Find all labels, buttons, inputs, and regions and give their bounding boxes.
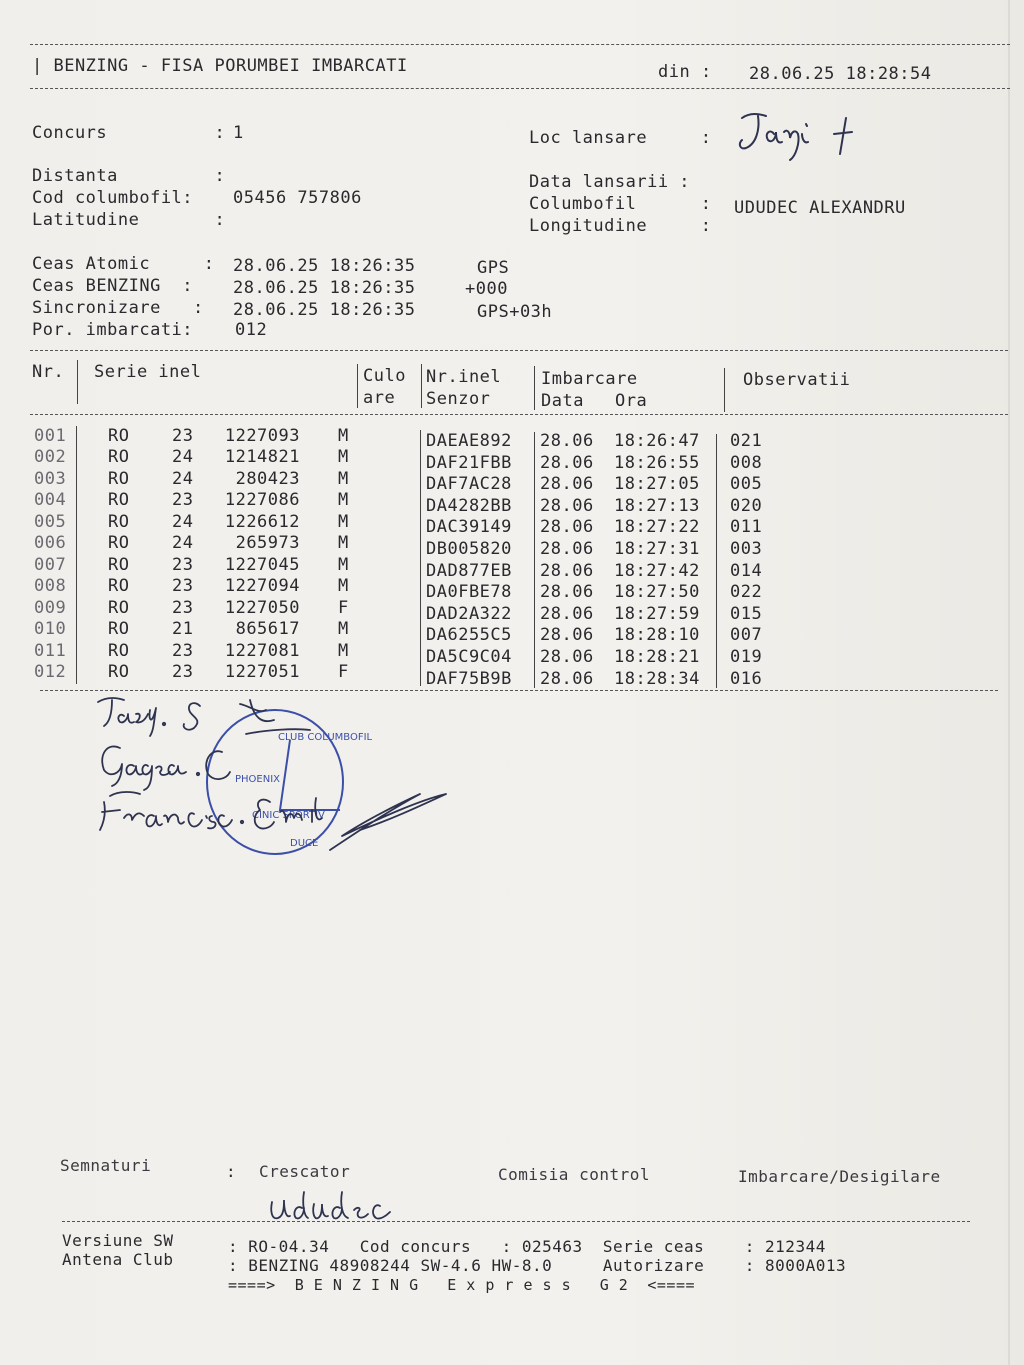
row-observation: 003: [730, 539, 763, 559]
stamp-text-mid: CINIC SPORTIV: [252, 810, 325, 821]
row-ring-number: 1227094: [224, 576, 300, 597]
row-ring-number: 865617: [235, 619, 300, 640]
row-time: 18:28:10: [614, 625, 700, 646]
row-sex: M: [338, 640, 349, 661]
col-observatii-header: Observatii: [743, 370, 851, 390]
ceas-atomic-value: 28.06.25 18:26:35: [233, 256, 416, 276]
row-observation: 019: [730, 647, 763, 667]
distanta-label: Distanta :: [32, 166, 226, 186]
row-nr: 001: [34, 426, 67, 446]
row-date: 28.06: [540, 495, 594, 516]
row-nr: 009: [34, 597, 67, 618]
row-observation: 007: [730, 625, 763, 646]
row-sex: F: [338, 661, 349, 682]
row-sensor-id: DA5C9C04: [426, 647, 512, 667]
row-ring-number: 1227045: [224, 554, 300, 575]
col-divider: [76, 426, 77, 684]
row-sensor-id: DAF75B9B: [426, 668, 512, 689]
col-divider: [724, 368, 725, 412]
col-divider: [357, 364, 358, 408]
row-observation: 016: [730, 668, 763, 689]
row-country: RO: [108, 447, 130, 468]
row-country: RO: [108, 576, 130, 597]
table-row: [0, 619, 1000, 646]
row-sensor-id: DB005820: [426, 539, 512, 559]
table-row: [0, 511, 1000, 538]
cod-columbofil-label: Cod columbofil:: [32, 188, 194, 208]
stamp-text-top: PHOENIX: [235, 774, 281, 785]
committee-signatures: [90, 690, 470, 870]
longitudine-label: Longitudine :: [529, 216, 712, 236]
sincronizare-suffix: GPS+03h: [477, 302, 553, 322]
sincronizare-value: 28.06.25 18:26:35: [233, 300, 416, 320]
row-sex: M: [338, 468, 349, 489]
row-nr: 002: [34, 447, 67, 468]
header-bottom-rule: [30, 88, 1010, 89]
row-time: 18:27:05: [614, 474, 700, 495]
ceas-atomic-suffix: GPS: [477, 258, 510, 278]
document-title: | BENZING - FISA PORUMBEI IMBARCATI: [32, 56, 408, 76]
row-sensor-id: DAD877EB: [426, 560, 512, 581]
row-time: 18:28:34: [614, 668, 700, 689]
row-year: 21: [172, 619, 194, 640]
row-country: RO: [108, 426, 130, 446]
row-country: RO: [108, 597, 130, 618]
table-row: [0, 447, 1000, 473]
row-ring-number: 265973: [235, 533, 300, 554]
row-ring-number: 280423: [235, 468, 300, 489]
versiune-sw-label: Versiune SW: [62, 1231, 174, 1250]
table-row: [0, 468, 1000, 495]
row-ring-number: 1227093: [224, 426, 300, 446]
crescator-label: Crescator: [259, 1162, 351, 1181]
row-observation: 015: [730, 603, 763, 624]
col-divider: [421, 364, 422, 408]
row-date: 28.06: [540, 539, 594, 559]
table-header-rule: [30, 414, 1008, 415]
table-row: [0, 576, 1000, 603]
row-ring-number: 1226612: [224, 511, 300, 532]
table-top-rule: [30, 350, 1008, 351]
row-time: 18:27:31: [614, 539, 700, 559]
row-date: 28.06: [540, 647, 594, 667]
table-row: [0, 661, 1000, 689]
row-year: 23: [172, 490, 194, 511]
semnaturi-label: Semnaturi: [60, 1156, 152, 1175]
row-observation: 008: [730, 452, 763, 473]
ceas-atomic-label: Ceas Atomic :: [32, 254, 215, 274]
row-year: 24: [172, 468, 194, 489]
row-sex: M: [338, 490, 349, 511]
row-country: RO: [108, 554, 130, 575]
row-country: RO: [108, 619, 130, 640]
row-country: RO: [108, 490, 130, 511]
imbarcare-desigilare-label: Imbarcare/Desigilare: [738, 1167, 941, 1186]
crescator-signature: [262, 1188, 402, 1228]
row-ring-number: 1227051: [224, 661, 300, 682]
row-year: 23: [172, 576, 194, 597]
comisia-control-label: Comisia control: [498, 1165, 650, 1184]
row-nr: 006: [34, 533, 67, 554]
table-row: [0, 490, 1000, 516]
row-observation: 005: [730, 474, 763, 495]
row-sex: F: [338, 597, 349, 618]
row-country: RO: [108, 640, 130, 661]
row-sensor-id: DA4282BB: [426, 495, 512, 516]
row-date: 28.06: [540, 452, 594, 473]
row-sex: M: [338, 426, 349, 446]
din-label: din :: [658, 62, 712, 82]
semnaturi-colon: :: [226, 1162, 237, 1181]
antena-club-line: : BENZING 48908244 SW-4.6 HW-8.0 Autorizare : 8000A013: [228, 1256, 847, 1275]
antena-club-label: Antena Club: [62, 1250, 174, 1269]
stamp-text-bottom: DUCE: [290, 838, 319, 849]
row-ring-number: 1227050: [224, 597, 300, 618]
col-senzor-header: Senzor: [426, 389, 491, 409]
latitudine-label: Latitudine :: [32, 210, 226, 230]
loc-lansare-label: Loc lansare :: [529, 128, 712, 148]
col-imbarcare-header: Imbarcare: [541, 369, 638, 389]
col-data-header: Data: [541, 391, 584, 411]
row-nr: 008: [34, 576, 67, 597]
din-value: 28.06.25 18:28:54: [749, 64, 932, 84]
row-time: 18:26:55: [614, 452, 700, 473]
row-date: 28.06: [540, 517, 594, 538]
row-nr: 012: [34, 661, 67, 682]
row-sex: M: [338, 619, 349, 640]
row-observation: 014: [730, 560, 763, 581]
col-nr-header: Nr.: [32, 362, 65, 382]
table-row: [0, 533, 1000, 559]
por-imbarcati-value: 012: [235, 320, 268, 340]
row-date: 28.06: [540, 560, 594, 581]
col-divider: [534, 366, 535, 410]
page-fold: [1008, 0, 1010, 1365]
row-time: 18:28:21: [614, 647, 700, 667]
row-sex: M: [338, 447, 349, 468]
row-date: 28.06: [540, 582, 594, 603]
row-ring-number: 1227081: [224, 640, 300, 661]
footer-rule: [62, 1221, 970, 1222]
row-year: 23: [172, 640, 194, 661]
concurs-value: 1: [233, 123, 244, 143]
col-are-header: are: [363, 388, 396, 408]
ceas-benzing-value: 28.06.25 18:26:35: [233, 278, 416, 298]
concurs-label: Concurs :: [32, 123, 226, 143]
row-nr: 011: [34, 640, 67, 661]
row-date: 28.06: [540, 603, 594, 624]
row-observation: 021: [730, 431, 763, 451]
row-time: 18:27:22: [614, 517, 700, 538]
data-lansarii-label: Data lansarii :: [529, 172, 691, 192]
row-year: 24: [172, 447, 194, 468]
col-serie-header: Serie inel: [94, 362, 202, 382]
row-time: 18:26:47: [614, 431, 700, 451]
versiune-sw-line: : RO-04.34 Cod concurs : 025463 Serie ceas : 212344: [228, 1237, 826, 1256]
row-sensor-id: DAF21FBB: [426, 452, 512, 473]
row-ring-number: 1214821: [224, 447, 300, 468]
row-year: 23: [172, 597, 194, 618]
col-ora-header: Ora: [615, 391, 648, 411]
row-time: 18:27:42: [614, 560, 700, 581]
table-row: [0, 597, 1000, 624]
row-sensor-id: DAEAE892: [426, 431, 512, 451]
columbofil-label: Columbofil :: [529, 194, 712, 214]
row-sex: M: [338, 511, 349, 532]
col-divider: [716, 434, 717, 688]
cod-columbofil-value: 05456 757806: [233, 188, 362, 208]
row-date: 28.06: [540, 474, 594, 495]
row-date: 28.06: [540, 431, 594, 451]
row-time: 18:27:59: [614, 603, 700, 624]
row-nr: 010: [34, 619, 67, 640]
row-nr: 004: [34, 490, 67, 511]
header-top-rule: [30, 44, 1010, 45]
table-row: [0, 554, 1000, 581]
benzing-express-line: ====> B E N Z I N G E x p r e s s G 2 <====: [228, 1276, 696, 1294]
row-nr: 005: [34, 511, 67, 532]
row-year: 23: [172, 426, 194, 446]
col-divider: [420, 430, 421, 686]
row-year: 24: [172, 533, 194, 554]
col-culo-header: Culo: [363, 366, 406, 386]
row-date: 28.06: [540, 625, 594, 646]
row-sensor-id: DAC39149: [426, 517, 512, 538]
row-year: 24: [172, 511, 194, 532]
row-time: 18:27:50: [614, 582, 700, 603]
row-sex: M: [338, 576, 349, 597]
col-nrinel-header: Nr.inel: [426, 367, 502, 387]
row-nr: 007: [34, 554, 67, 575]
row-nr: 003: [34, 468, 67, 489]
row-year: 23: [172, 554, 194, 575]
sincronizare-label: Sincronizare :: [32, 298, 204, 318]
row-sex: M: [338, 554, 349, 575]
row-country: RO: [108, 661, 130, 682]
columbofil-value: UDUDEC ALEXANDRU: [734, 198, 906, 218]
table-row: [0, 426, 1000, 451]
row-sensor-id: DA6255C5: [426, 625, 512, 646]
table-row: [0, 640, 1000, 667]
row-country: RO: [108, 468, 130, 489]
stamp-text-right: CLUB COLUMBOFIL: [278, 732, 373, 743]
col-divider: [77, 360, 78, 404]
row-time: 18:27:13: [614, 495, 700, 516]
row-sex: M: [338, 533, 349, 554]
row-observation: 020: [730, 495, 763, 516]
row-sensor-id: DA0FBE78: [426, 582, 512, 603]
row-ring-number: 1227086: [224, 490, 300, 511]
row-country: RO: [108, 511, 130, 532]
row-sensor-id: DAD2A322: [426, 603, 512, 624]
row-year: 23: [172, 661, 194, 682]
row-date: 28.06: [540, 668, 594, 689]
row-sensor-id: DAF7AC28: [426, 474, 512, 495]
row-observation: 022: [730, 582, 763, 603]
row-observation: 011: [730, 517, 763, 538]
loc-lansare-handwriting: [730, 104, 890, 166]
ceas-benzing-suffix: +000: [465, 279, 508, 299]
por-imbarcati-label: Por. imbarcati:: [32, 320, 194, 340]
ceas-benzing-label: Ceas BENZING :: [32, 276, 194, 296]
col-divider: [534, 432, 535, 688]
row-country: RO: [108, 533, 130, 554]
